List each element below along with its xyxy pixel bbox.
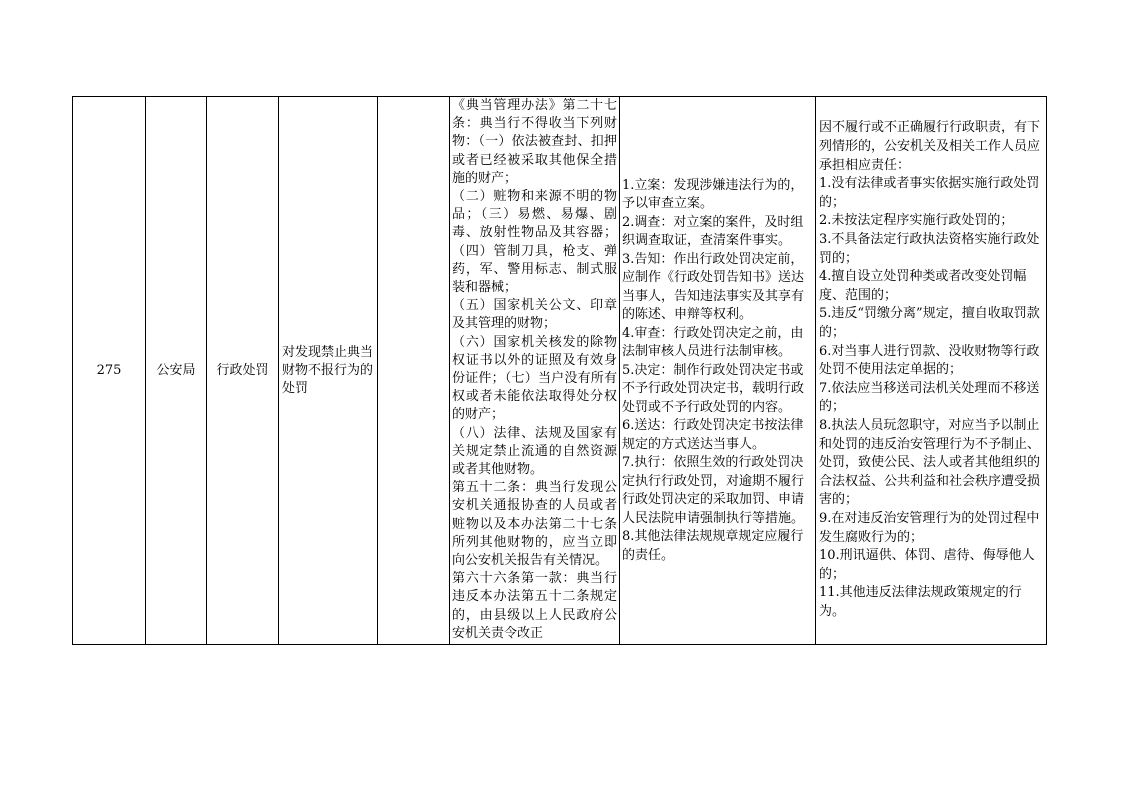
basis-paragraph: 《典当管理办法》第二十七条：典当行不得收当下列财物：（一）依法被查封、扣押或者已经被采取其他保全措施的财产； (452, 98, 617, 186)
responsibility-item: 5.违反“罚缴分离”规定，擅自收取罚款的； (819, 306, 1040, 341)
process-step: 5.决定：制作行政处罚决定书或不予行政处罚决定书，载明行政处罚或不予行政处罚的内容。 (622, 362, 805, 415)
item-name-cell: 对发现禁止典当财物不报行为的处罚 (279, 97, 378, 645)
category-cell: 行政处罚 (207, 97, 279, 645)
process-step: 2.调查：对立案的案件，及时组织调查取证，查清案件事实。 (622, 214, 804, 249)
responsibility-item: 3.不具备法定行政执法资格实施行政处罚的； (819, 232, 1040, 266)
process-step: 1.立案：发现涉嫌违法行为的，予以审查立案。 (622, 177, 804, 212)
process-step: 7.执行：依照生效的行政处罚决定执行行政处罚，对逾期不履行行政处罚决定的采取加罚、申请人民法院申请强制执行等措施。 (622, 455, 805, 526)
responsibility-cell (816, 97, 1047, 645)
responsibility-item: 2.未按法定程序实施行政处罚的； (819, 213, 1014, 229)
responsibility-item: 8.执法人员玩忽职守，对应当予以制止和处罚的违反治安管理行为不予制止、处罚，致使公民、法人或者其他组织的合法权益、公共利益和社会秩序遭受损害的； (819, 417, 1041, 508)
basis-paragraph: （二）赃物和来源不明的物品；（三）易燃、易爆、剧毒、放射性物品及其容器；（四）管制刀具，枪支、弹药，军、警用标志、制式服装和器械； (452, 189, 617, 296)
power-list-table (72, 96, 1047, 645)
responsibility-item: 因不履行或不正确履行行政职责，有下列情形的，公安机关及相关工作人员应承担相应责任： (819, 120, 1041, 173)
responsibility-item: 10.刑讯逼供、体罚、虐待、侮辱他人的； (819, 548, 1035, 582)
process-step: 3.告知：作出行政处罚决定前，应制作《行政处罚告知书》送达当事人，告知违法事实及其享有的陈述、申辩等权利。 (622, 251, 805, 323)
basis-paragraph: 第六十六条第一款：典当行违反本办法第五十二条规定的，由县级以上人民政府公安机关责令改正 (452, 571, 617, 641)
responsibility-item: 7.依法应当移送司法机关处理而不移送的； (819, 380, 1040, 415)
basis-paragraph: （六）国家机关核发的除物权证书以外的证照及有效身份证件；（七）当户没有所有权或者未能依法取得处分权的财产； (452, 334, 617, 423)
process-step: 4.审查：行政处罚决定之前，由法制审核人员进行法制审核。 (622, 325, 804, 360)
row-number: 275 (73, 97, 146, 645)
process-cell (620, 97, 816, 645)
responsibility-item: 4.擅自设立处罚种类或者改变处罚幅度、范围的； (819, 269, 1027, 303)
process-step: 6.送达：行政处罚决定书按法律规定的方式送达当事人。 (622, 418, 804, 452)
basis-paragraph: （五）国家机关公文、印章及其管理的财物； (452, 298, 617, 332)
responsibility-item: 9.在对违反治安管理行为的处罚过程中发生腐败行为的； (819, 510, 1040, 545)
responsibility-item: 1.没有法律或者事实依据实施行政处罚的； (819, 176, 1040, 210)
responsibility-item: 6.对当事人进行罚款、没收财物等行政处罚不使用法定单据的； (819, 343, 1040, 378)
basis-paragraph: 第五十二条：典当行发现公安机关通报协查的人员或者赃物以及本办法第二十七条所列其他财物的，应当立即向公安机关报告有关情况。 (452, 480, 617, 569)
subject-cell (378, 97, 450, 645)
responsibility-item: 11.其他违反法律法规政策规定的行为。 (819, 585, 1022, 619)
basis-paragraph: （八）法律、法规及国家有关规定禁止流通的自然资源或者其他财物。 (452, 425, 617, 478)
table-row (73, 97, 1047, 645)
department-cell: 公安局 (146, 97, 207, 645)
legal-basis-cell (450, 97, 620, 645)
process-step: 8.其他法律法规规章规定应履行的责任。 (622, 529, 804, 563)
